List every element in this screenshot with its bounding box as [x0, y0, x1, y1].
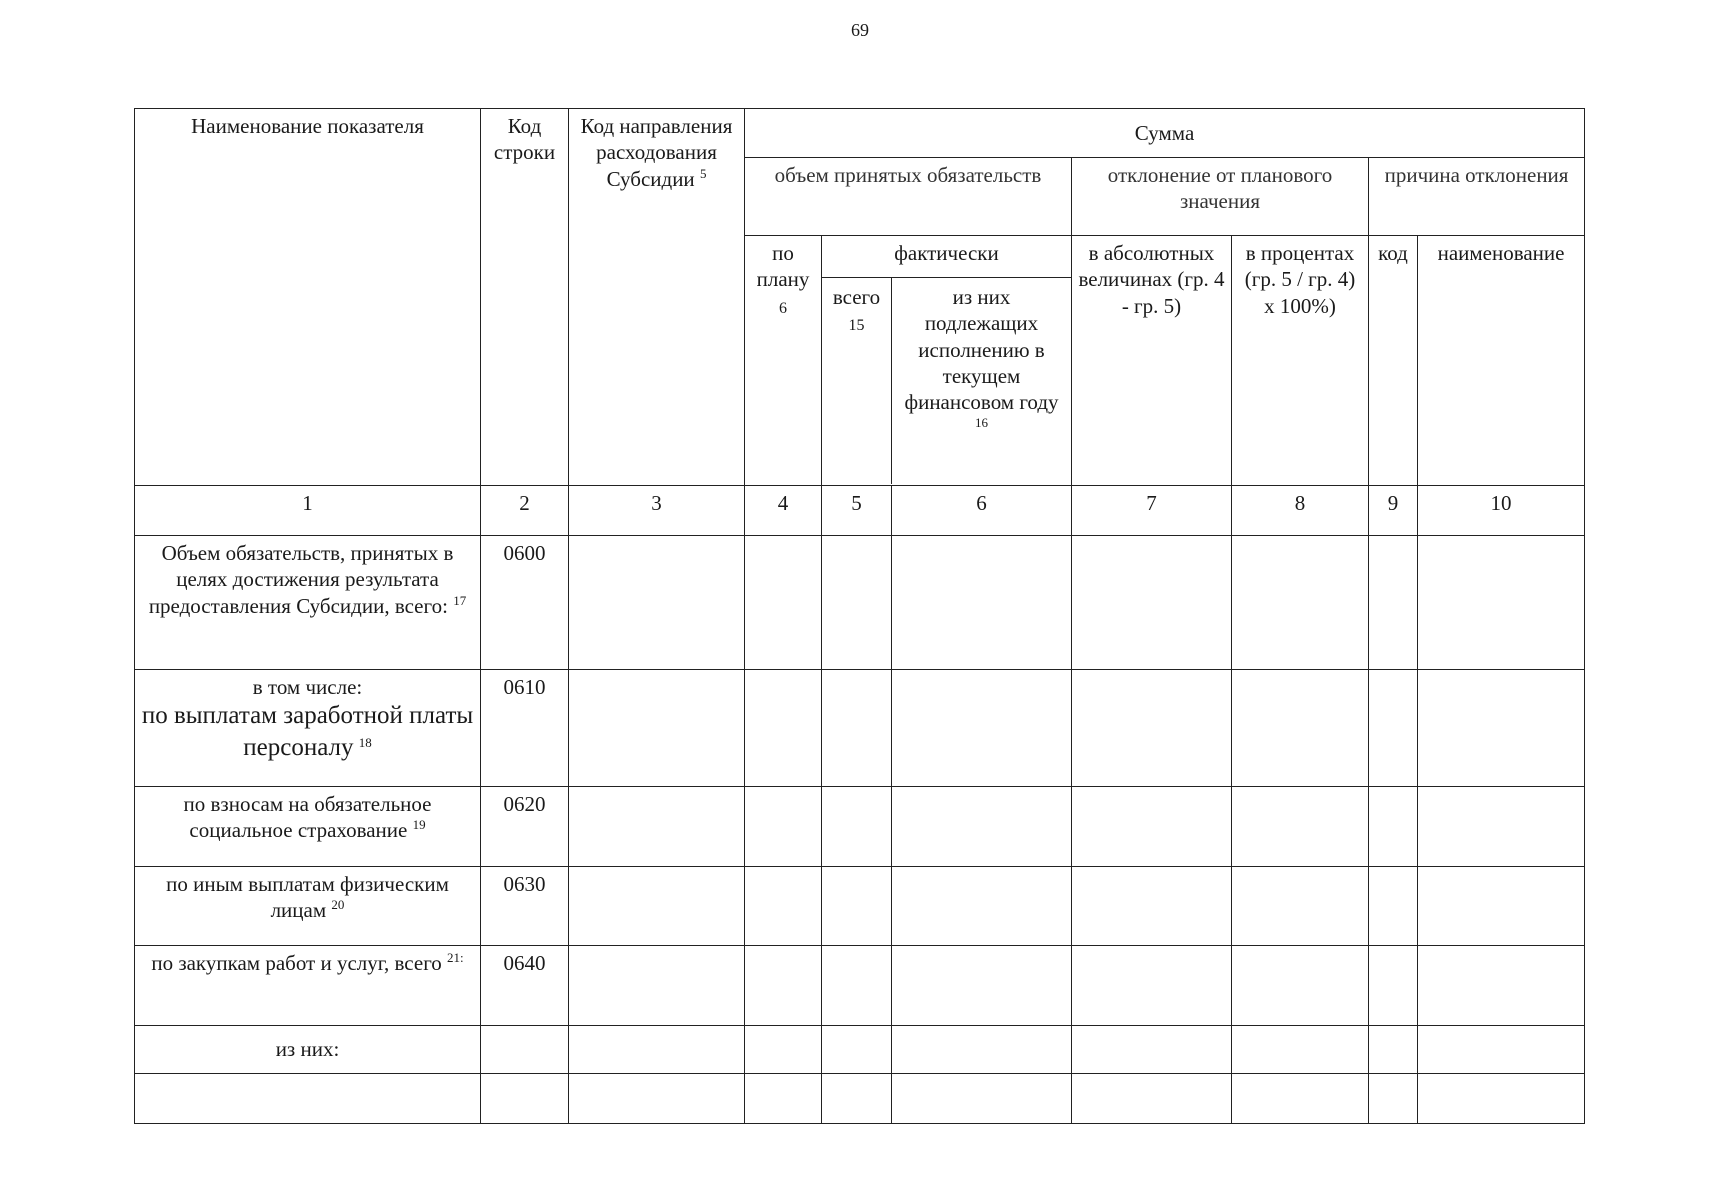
table-row: [135, 787, 1585, 867]
footnote-ref: 19: [412, 817, 426, 833]
row-name: [135, 1074, 481, 1124]
table-row: [135, 867, 1585, 946]
obligations-table: [134, 108, 1585, 1124]
header-indicator-name: Наименование показателя: [135, 109, 481, 486]
column-number: 3: [569, 486, 745, 536]
row-code: [481, 1074, 569, 1124]
column-number: 6: [892, 486, 1072, 536]
column-number: 7: [1072, 486, 1232, 536]
row-name: из них:: [135, 1026, 481, 1074]
row-prefix: в том числе:: [252, 675, 363, 699]
row-code: 0600: [481, 536, 569, 670]
row-code: [481, 1026, 569, 1074]
footnote-ref: 17: [453, 592, 467, 608]
footnote-ref: 6: [779, 299, 787, 317]
column-number: 4: [745, 486, 822, 536]
column-number: 5: [822, 486, 892, 536]
header-row-code: Код строки: [481, 109, 569, 486]
table-row: [135, 946, 1585, 1026]
column-number: 8: [1232, 486, 1369, 536]
header-code: код: [1369, 236, 1418, 486]
header-absolute: в абсолютных величинах (гр. 4 - гр. 5): [1072, 236, 1232, 486]
header-direction-code: Код направления расходования Субсидии $^5$: [569, 109, 745, 486]
header-accepted-obligations: объем принятых обязательств: [745, 158, 1072, 236]
row-code: 0610: [481, 670, 569, 787]
header-by-plan: по плану 6: [745, 236, 822, 486]
column-number: 10: [1418, 486, 1585, 536]
footnote-ref: 16: [975, 415, 988, 431]
table-row: [135, 536, 1585, 670]
table-row: [135, 1026, 1585, 1074]
header-current-year: из них подлежащих исполнению в текущем финансовом году $^{16}$: [904, 285, 1059, 431]
header-reason: причина отклонения: [1369, 158, 1585, 236]
table-row: [135, 670, 1585, 787]
footnote-ref: 18: [358, 734, 372, 750]
row-code: 0640: [481, 946, 569, 1026]
header-actual: фактически всего 15 из них подлежащих исполнению в текущем финансовом году $^{16}$: [822, 236, 1072, 486]
table-row: [135, 1074, 1585, 1124]
row-code: 0620: [481, 787, 569, 867]
row-name: по взносам на обязательное социальное страхование $^{19}$: [135, 787, 481, 867]
row-name: в том числе: по выплатам заработной платы персоналу $^{18}$: [135, 670, 481, 787]
header-total: всего 15: [822, 278, 892, 484]
header-name: наименование: [1418, 236, 1585, 486]
header-sum: Сумма: [745, 109, 1585, 158]
row-name: по закупкам работ и услуг, всего $^{21:}$: [135, 946, 481, 1026]
footnote-ref: 5: [699, 165, 707, 181]
footnote-ref: 20: [331, 897, 345, 913]
row-name: Объем обязательств, принятых в целях достижения результата предоставления Субсидии, всего: $^{17}$: [135, 536, 481, 670]
row-code: 0630: [481, 867, 569, 946]
column-number: 2: [481, 486, 569, 536]
header-percent: в процентах (гр. 5 / гр. 4) х 100%): [1232, 236, 1369, 486]
footnote-ref: 15: [848, 317, 865, 335]
column-number: 9: [1369, 486, 1418, 536]
row-name: по иным выплатам физическим лицам $^{20}$: [135, 867, 481, 946]
column-number: 1: [135, 486, 481, 536]
header-deviation: отклонение от планового значения: [1072, 158, 1369, 236]
page-number: 69: [851, 20, 869, 40]
footnote-ref: 21:: [447, 950, 464, 965]
